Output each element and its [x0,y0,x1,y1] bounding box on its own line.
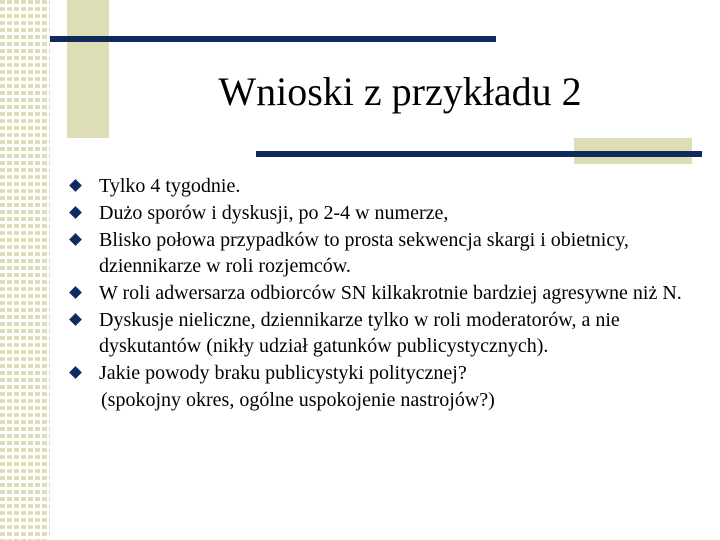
diamond-bullet-icon [69,286,82,299]
bullet-item [68,280,703,306]
title-rule-top [50,36,496,42]
bullet-text: Tylko 4 tygodnie. [99,175,241,197]
title-rule-bottom [256,151,702,157]
bullet-item [68,227,703,279]
bullet-list [68,173,703,414]
bullet-item [68,307,703,359]
diamond-bullet-icon [69,233,82,246]
slide-title: Wnioski z przykładu 2 [218,69,582,114]
bullet-text: W roli adwersarza odbiorców SN kilkakrotnie bardziej agresywne niż N. [99,282,682,304]
bullet-text: Dużo sporów i dyskusji, po 2-4 w numerze, [99,202,449,224]
diamond-bullet-icon [69,206,82,219]
continuation-line: (spokojny okres, ogólne uspokojenie nastrojów?) [101,389,495,411]
diamond-bullet-icon [69,313,82,326]
bullet-text: Blisko połowa przypadków to prosta sekwencja skargi i obietnicy, dziennikarze w roli rozjemców. [99,229,629,277]
bullet-item [68,360,703,386]
bullet-item [68,173,703,199]
decorative-stripe-pattern [0,0,50,540]
bullet-text: Dyskusje nieliczne, dziennikarze tylko w roli moderatorów, a nie dyskutantów (nikły udział gatunków publicystycznych). [99,309,620,357]
bullet-text: Jakie powody braku publicystyki politycznej? [99,362,467,384]
decorative-tan-block-top [67,0,109,138]
diamond-bullet-icon [69,366,82,379]
diamond-bullet-icon [69,179,82,192]
bullet-item [68,200,703,226]
